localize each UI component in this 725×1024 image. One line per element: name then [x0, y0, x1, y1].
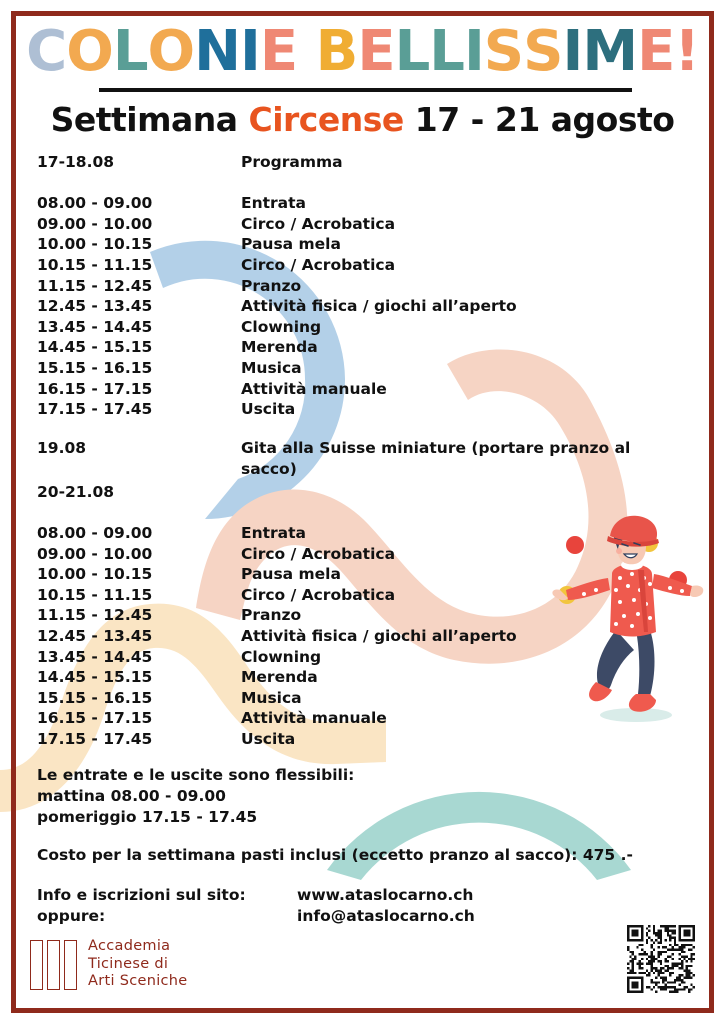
block-one-header: Programma: [241, 153, 343, 171]
schedule-activity-a-1: Circo / Acrobatica: [241, 214, 396, 233]
schedule-activity-a-4: Pranzo: [241, 276, 302, 295]
contact-website-row: [37, 885, 475, 906]
ataslocarno-logo: [30, 938, 188, 991]
schedule-activity-b-1: Circo / Acrobatica: [241, 544, 396, 563]
logo-mark-icon: [30, 940, 77, 990]
schedule-time-a-6: 13.45 - 14.45: [37, 317, 153, 336]
block-one-date: 17-18.08: [37, 153, 115, 171]
logo-line-3: Arti Sceniche: [88, 973, 188, 989]
row-gap: [37, 173, 687, 194]
schedule-rows-two: [37, 523, 687, 750]
schedule-row: [37, 255, 687, 276]
schedule-row: [37, 729, 687, 750]
schedule-row: [37, 585, 687, 606]
schedule-time-a-8: 15.15 - 16.15: [37, 358, 153, 377]
schedule-activity-a-9: Attività manuale: [241, 379, 387, 398]
schedule-row: [37, 379, 687, 400]
schedule-activity-b-10: Uscita: [241, 729, 296, 748]
schedule-activity-b-9: Attività manuale: [241, 709, 387, 728]
schedule-activity-b-2: Pausa mela: [241, 565, 341, 584]
schedule-activity-a-0: Entrata: [241, 194, 307, 213]
schedule-row: [37, 667, 687, 688]
title-letter-10: L: [394, 19, 430, 84]
schedule-activity-b-8: Musica: [241, 688, 302, 707]
contact-block: [37, 885, 475, 927]
title-letter-6: E: [259, 19, 298, 84]
schedule-activity-b-3: Circo / Acrobatica: [241, 585, 396, 604]
title-letter-0: C: [26, 19, 67, 84]
excursion-date: 19.08: [37, 439, 87, 457]
title-letter-11: L: [429, 19, 464, 84]
schedule-row: [37, 523, 687, 544]
schedule-row: [37, 626, 687, 647]
title-letter-1: O: [66, 19, 113, 84]
schedule-activity-a-7: Merenda: [241, 338, 318, 357]
contact-email-row: [37, 906, 475, 927]
logo-bar-2: [47, 940, 60, 990]
schedule-time-b-8: 15.15 - 16.15: [37, 688, 153, 707]
excursion-activity: Gita alla Suisse miniature (portare pranzo al sacco): [241, 439, 631, 478]
schedule-activity-a-6: Clowning: [241, 317, 322, 336]
schedule-rows-one: [37, 193, 687, 420]
title-letter-9: E: [357, 19, 395, 84]
schedule-row: [37, 317, 687, 338]
schedule-time-b-2: 10.00 - 10.15: [37, 565, 153, 584]
schedule-row: [37, 358, 687, 379]
title-letter-16: M: [582, 19, 638, 84]
schedule-time-a-5: 12.45 - 13.45: [37, 297, 153, 316]
schedule-time-a-10: 17.15 - 17.45: [37, 400, 153, 419]
logo-bar-3: [64, 940, 77, 990]
title-letter-2: L: [112, 19, 148, 84]
schedule-row: [37, 708, 687, 729]
schedule-activity-a-10: Uscita: [241, 400, 296, 419]
schedule-time-b-3: 10.15 - 11.15: [37, 585, 153, 604]
info-label: Info e iscrizioni sul sito:: [37, 886, 246, 904]
schedule-activity-a-3: Circo / Acrobatica: [241, 255, 396, 274]
or-label: oppure:: [37, 907, 106, 925]
schedule-time-b-7: 14.45 - 15.15: [37, 668, 153, 687]
schedule-activity-a-5: Attività fisica / giochi all’aperto: [241, 297, 517, 316]
email-link[interactable]: info@ataslocarno.ch: [297, 907, 475, 925]
schedule-time-a-2: 10.00 - 10.15: [37, 235, 153, 254]
qr-code[interactable]: [623, 921, 699, 1002]
schedule-header-row: [37, 152, 687, 173]
schedule-row: [37, 214, 687, 235]
title-letter-14: S: [523, 19, 563, 84]
title-letter-4: N: [194, 19, 241, 84]
schedule-row: [37, 276, 687, 297]
schedule-row: [37, 564, 687, 585]
flex-title: Le entrate e le uscite sono flessibili:: [37, 766, 355, 784]
cost-text: Costo per la settimana pasti inclusi (eccetto pranzo al sacco): 475 .-: [37, 846, 633, 864]
schedule-block-one: [37, 152, 687, 420]
qr-code-icon[interactable]: [627, 925, 695, 993]
schedule-block-two: [37, 523, 687, 750]
flex-afternoon: pomeriggio 17.15 - 17.45: [37, 808, 258, 826]
schedule-row: [37, 688, 687, 709]
schedule-time-b-0: 08.00 - 09.00: [37, 524, 153, 542]
schedule-row: [37, 605, 687, 626]
schedule-time-a-9: 16.15 - 17.15: [37, 379, 153, 398]
schedule-time-b-9: 16.15 - 17.15: [37, 709, 153, 728]
teal-arc-shape: [327, 792, 631, 880]
schedule-row: [37, 647, 687, 668]
schedule-time-a-3: 10.15 - 11.15: [37, 255, 153, 274]
logo-bar-1: [30, 940, 43, 990]
title-letter-8: B: [315, 19, 358, 84]
title-letter-18: !: [674, 19, 699, 84]
title-divider: [99, 88, 632, 92]
excursion-row: [37, 438, 687, 479]
flexibility-note: [37, 765, 354, 828]
website-link[interactable]: www.ataslocarno.ch: [297, 886, 474, 904]
schedule-time-b-5: 12.45 - 13.45: [37, 626, 153, 645]
schedule-time-b-6: 13.45 - 14.45: [37, 647, 153, 666]
block-two-date-empty: [241, 482, 687, 503]
schedule-activity-b-4: Pranzo: [241, 606, 302, 625]
schedule-time-a-0: 08.00 - 09.00: [37, 194, 153, 213]
block-two-date-row: [37, 482, 687, 503]
title-letter-13: S: [483, 19, 524, 84]
schedule-activity-b-0: Entrata: [241, 524, 307, 542]
logo-line-2: Ticinese di: [88, 955, 169, 972]
schedule-activity-b-6: Clowning: [241, 647, 322, 666]
schedule-time-b-4: 11.15 - 12.45: [37, 606, 153, 625]
schedule-activity-a-2: Pausa mela: [241, 235, 341, 254]
schedule-activity-a-8: Musica: [241, 358, 302, 377]
title-letter-5: I: [240, 19, 260, 84]
block-two-date-wrap: [37, 482, 687, 503]
schedule-row: [37, 399, 687, 420]
excursion-block: [37, 438, 687, 479]
schedule-time-a-7: 14.45 - 15.15: [37, 338, 153, 357]
subtitle-after: 17 - 21 agosto: [403, 100, 675, 139]
schedule-activity-b-5: Attività fisica / giochi all’aperto: [241, 626, 517, 645]
schedule-time-a-1: 09.00 - 10.00: [37, 214, 153, 233]
logo-text: [88, 938, 188, 991]
schedule-time-a-4: 11.15 - 12.45: [37, 276, 153, 295]
flex-morning: mattina 08.00 - 09.00: [37, 787, 226, 805]
schedule-time-b-10: 17.15 - 17.45: [37, 729, 153, 748]
schedule-row: [37, 544, 687, 565]
schedule-time-b-1: 09.00 - 10.00: [37, 544, 153, 563]
schedule-row: [37, 234, 687, 255]
schedule-row: [37, 296, 687, 317]
logo-line-1: Accademia: [88, 938, 171, 954]
title-letter-3: O: [147, 19, 195, 84]
title-letter-12: I: [463, 19, 484, 84]
title-letter-15: I: [562, 19, 583, 84]
schedule-row: [37, 337, 687, 358]
schedule-activity-b-7: Merenda: [241, 668, 318, 687]
schedule-row: [37, 193, 687, 214]
cost-note: [37, 845, 633, 866]
subtitle-before: Settimana: [50, 100, 249, 139]
block-two-date: 20-21.08: [37, 483, 115, 501]
title-letter-17: E: [637, 19, 675, 84]
subtitle-highlight: Circense: [248, 100, 404, 139]
